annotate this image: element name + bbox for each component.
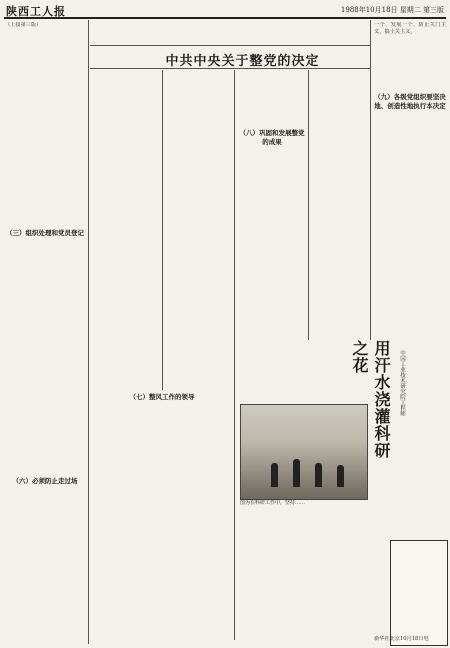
body-column-5 xyxy=(312,72,368,340)
photo-person xyxy=(271,463,278,487)
column-rule xyxy=(370,20,371,340)
section-heading: （七）整风工作的领导 xyxy=(129,393,195,401)
top-right-text: 一个、发展一个、防止关门主义，搞土关主义。 xyxy=(374,22,446,36)
boxed-poem xyxy=(390,540,448,646)
column-rule xyxy=(234,70,235,640)
news-photo xyxy=(240,404,368,500)
feature-body-2 xyxy=(238,514,366,640)
column-rule xyxy=(162,70,163,390)
photo-person xyxy=(293,459,300,487)
section-heading: （六）必须防止走过场 xyxy=(12,477,78,485)
column-rule xyxy=(308,70,309,340)
masthead xyxy=(4,3,446,19)
boxed-poem-text xyxy=(394,544,444,642)
column-rule xyxy=(88,20,89,644)
body-column-2 xyxy=(92,72,160,388)
feature-intro xyxy=(238,344,366,400)
headline-rule xyxy=(90,45,370,46)
photo-caption: 图为在科研工作中，坚持…… xyxy=(240,500,306,506)
feature-byline: 中国工业技术研究院工程师 xyxy=(399,350,405,416)
body-column-4 xyxy=(238,72,306,124)
body-column-1b xyxy=(5,240,85,470)
issue-date: 1988年10月18日 星期二 第三版 xyxy=(340,6,444,14)
intro-note: （上接第三版） xyxy=(5,22,42,28)
photo-person xyxy=(337,465,344,487)
paper-name: 陕西工人报 xyxy=(6,5,66,18)
body-column-4b xyxy=(238,140,306,340)
section-heading: （八）巩固和发展整党的成果 xyxy=(239,129,305,146)
section-heading: （三）组织处理和党员登记 xyxy=(6,229,84,237)
headline: 中共中央关于整党的决定 xyxy=(165,54,320,69)
closing-note: 新华社北京10月18日电 xyxy=(374,636,429,642)
section-heading: （九）各级党组织要坚决地、创造性地执行本决定 xyxy=(374,93,446,110)
photo-person xyxy=(315,463,322,487)
feature-title: 用汗水浇灌科研之花 xyxy=(350,340,391,459)
body-column-6 xyxy=(374,110,446,340)
feature-body xyxy=(410,344,446,534)
body-column-3 xyxy=(166,72,232,388)
body-column-1 xyxy=(5,34,85,224)
body-column-2b xyxy=(92,404,232,644)
body-column-1c xyxy=(5,488,85,644)
